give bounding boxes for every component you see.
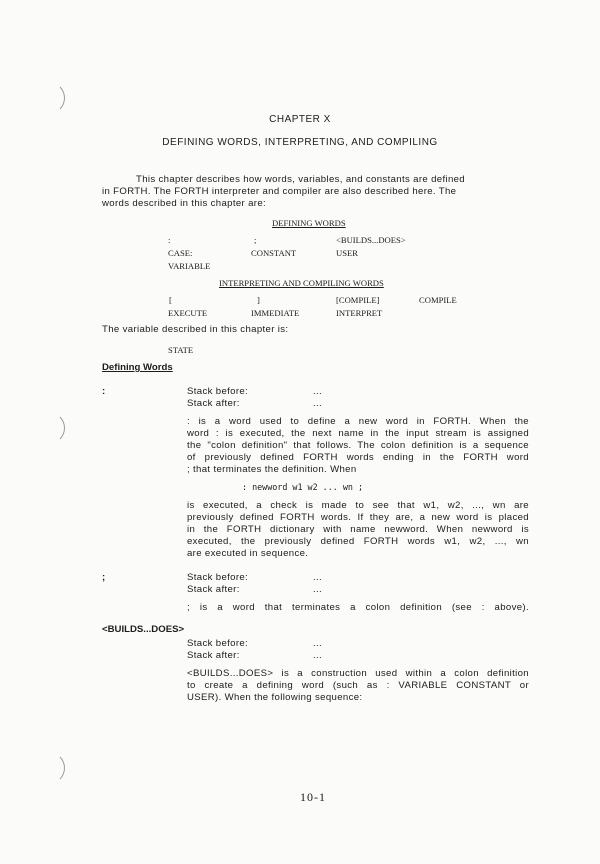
semicolon-stack-after: Stack after: [187, 584, 240, 595]
colon-example: : newword w1 w2 ... wn ; [242, 482, 364, 492]
colon-desc-9: executed, the previously defined FORTH words w1, w2, ..., wn [187, 536, 529, 547]
entry-builds-name: <BUILDS...DOES> [102, 624, 185, 635]
word-case: CASE: [168, 248, 193, 258]
word-builds-does: <BUILDS...DOES> [336, 235, 406, 245]
intro-line-3: words described in this chapter are: [102, 198, 267, 209]
entry-colon-name: : [102, 386, 106, 397]
interp-words-heading: INTERPRETING AND COMPILING WORDS [219, 278, 384, 288]
word-right-bracket: ] [257, 295, 260, 305]
word-bracket-compile: [COMPILE] [336, 295, 380, 305]
colon-desc-7: previously defined FORTH words. If they are, a new word is placed [187, 512, 529, 523]
word-immediate: IMMEDIATE [251, 308, 300, 318]
colon-desc-5: ; that terminates the definition. When [187, 464, 357, 475]
chapter-label: CHAPTER X [269, 114, 331, 125]
colon-stack-after: Stack after: [187, 398, 240, 409]
builds-stack-before: Stack before: [187, 638, 249, 649]
colon-desc-6: is executed, a check is made to see that w1, w2, ..., wn are [187, 500, 529, 511]
defining-words-heading: DEFINING WORDS [272, 218, 346, 228]
variable-line: The variable described in this chapter is: [102, 324, 289, 335]
word-interpret: INTERPRET [336, 308, 383, 318]
word-semicolon: ; [254, 235, 257, 245]
builds-desc-2: to create a defining word (such as : VARIABLE CONSTANT or [187, 680, 529, 691]
semicolon-stack-before-value: ... [313, 572, 323, 583]
builds-stack-after-value: ... [313, 650, 323, 661]
word-colon: : [168, 235, 171, 245]
section-heading: Defining Words [102, 362, 173, 373]
colon-desc-1: : is a word used to define a new word in FORTH. When the [187, 416, 529, 427]
colon-desc-8: in the FORTH dictionary with name newword. When newword is [187, 524, 529, 535]
builds-desc-3: USER). When the following sequence: [187, 692, 363, 703]
word-execute: EXECUTE [168, 308, 208, 318]
semicolon-desc: ; is a word that terminates a colon definition (see : above). [187, 602, 529, 613]
word-user: USER [336, 248, 358, 258]
intro-line-2: in FORTH. The FORTH interpreter and compiler are also described here. The [102, 186, 457, 197]
word-variable: VARIABLE [168, 261, 211, 271]
colon-desc-10: are executed in sequence. [187, 548, 309, 559]
builds-stack-before-value: ... [313, 638, 323, 649]
colon-desc-4: of previously defined FORTH words ending in the FORTH word [187, 452, 529, 463]
semicolon-stack-after-value: ... [313, 584, 323, 595]
binder-hole-2 [38, 412, 65, 444]
binder-hole-1 [38, 82, 65, 114]
colon-stack-before-value: ... [313, 386, 323, 397]
colon-desc-2: word : is executed, the next name in the input stream is assigned [187, 428, 529, 439]
binder-hole-3 [38, 752, 65, 784]
entry-semicolon-name: ; [102, 572, 106, 583]
intro-line-1: This chapter describes how words, variables, and constants are defined [136, 174, 465, 185]
word-compile: COMPILE [419, 295, 457, 305]
semicolon-stack-before: Stack before: [187, 572, 249, 583]
colon-stack-before: Stack before: [187, 386, 249, 397]
variable-state: STATE [168, 345, 194, 355]
chapter-title: DEFINING WORDS, INTERPRETING, AND COMPILING [162, 137, 438, 148]
colon-stack-after-value: ... [313, 398, 323, 409]
builds-desc-1: <BUILDS...DOES> is a construction used within a colon definition [187, 668, 529, 679]
word-constant: CONSTANT [251, 248, 297, 258]
colon-desc-3: the "colon definition" that follows. The colon definition is a sequence [187, 440, 529, 451]
word-left-bracket: [ [169, 295, 172, 305]
page-number: 10-1 [300, 790, 326, 804]
builds-stack-after: Stack after: [187, 650, 240, 661]
